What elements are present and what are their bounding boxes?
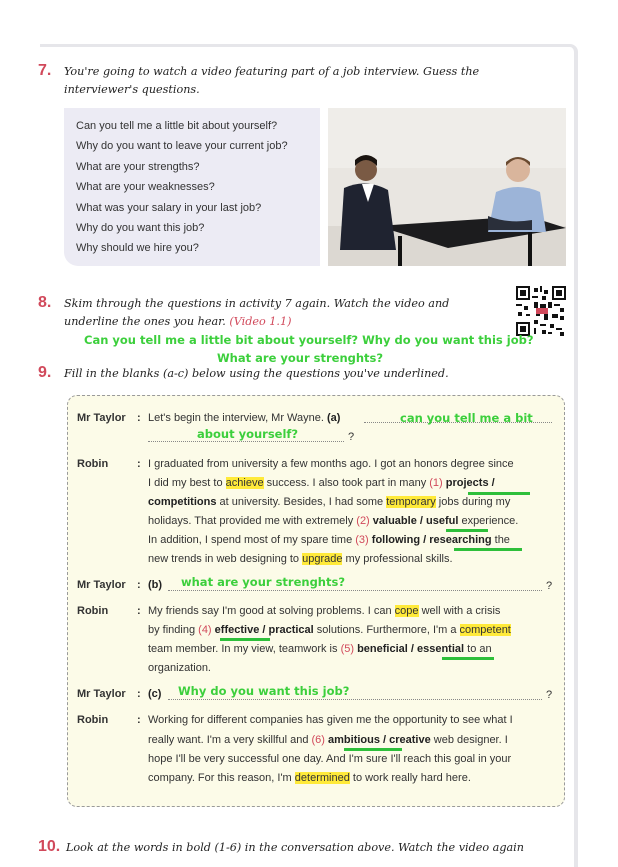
speaker-colon: : bbox=[137, 688, 141, 700]
blank-label-b: (b) bbox=[148, 579, 163, 591]
dialogue-line bbox=[148, 477, 495, 489]
exercise-8-instruction bbox=[64, 295, 449, 331]
highlighted-word: upgrade bbox=[302, 553, 343, 565]
exercise-10-instruction: Look at the words in bold (1-6) in the conversation above. Watch the video again bbox=[66, 841, 524, 854]
question-item: What are your weaknesses? bbox=[76, 181, 215, 193]
dialogue-line bbox=[148, 579, 162, 591]
dialogue-line bbox=[148, 534, 510, 546]
handwritten-answer-a-line2: about yourself? bbox=[197, 427, 299, 441]
instruction-line: You're going to watch a video featuring part of a job interview. Guess the bbox=[64, 65, 480, 78]
question-mark: ? bbox=[348, 431, 355, 443]
exercise-9-instruction: Fill in the blanks (a-c) below using the questions you've underlined. bbox=[64, 367, 449, 380]
dialogue-line bbox=[148, 605, 500, 617]
answer-underline bbox=[446, 529, 488, 532]
bold-option: following / researching bbox=[371, 534, 492, 546]
line-text: well with a crisis bbox=[418, 605, 501, 617]
line-text: my professional skills. bbox=[342, 553, 453, 565]
line-text: the bbox=[491, 534, 510, 546]
item-number: (6) bbox=[311, 734, 325, 746]
exercise-10-number: 10. bbox=[38, 838, 61, 855]
qr-code-icon[interactable] bbox=[516, 286, 566, 336]
highlighted-word: determined bbox=[294, 772, 350, 784]
instruction-line: Skim through the questions in activity 7 again. Watch the video and bbox=[64, 297, 450, 310]
item-number: (1) bbox=[429, 477, 443, 489]
speaker-colon: : bbox=[137, 412, 141, 424]
speaker-robin: Robin bbox=[77, 605, 109, 617]
dialogue-line bbox=[148, 734, 508, 746]
bold-option: valuable / useful bbox=[372, 515, 459, 527]
handwritten-answer-8-line1: Can you tell me a little bit about yourself? Why do you want this job? bbox=[84, 333, 534, 347]
dialogue-line bbox=[148, 412, 340, 424]
line-text: holidays. That provided me with extremely bbox=[148, 515, 357, 527]
bold-option: projects / bbox=[445, 477, 495, 489]
speaker-colon: : bbox=[137, 714, 141, 726]
line-text: I did my best to bbox=[148, 477, 226, 489]
speaker-robin: Robin bbox=[77, 458, 109, 470]
question-item: What are your strengths? bbox=[76, 161, 200, 173]
line-text: jobs during my bbox=[435, 496, 511, 508]
question-item: Why should we hire you? bbox=[76, 242, 199, 254]
exercise-7-number: 7. bbox=[38, 62, 52, 79]
line-text: new trends in web designing to bbox=[148, 553, 303, 565]
highlighted-word: achieve bbox=[225, 477, 264, 489]
exercise-8-number: 8. bbox=[38, 294, 52, 311]
line-text: success. I also took part in many bbox=[263, 477, 430, 489]
speaker-colon: : bbox=[137, 605, 141, 617]
answer-underline bbox=[468, 492, 530, 495]
answer-underline bbox=[344, 748, 402, 751]
highlighted-word: competent bbox=[459, 624, 511, 636]
item-number: (3) bbox=[355, 534, 369, 546]
answer-underline bbox=[220, 638, 270, 641]
line-text: to work really hard here. bbox=[349, 772, 471, 784]
line-text: My friends say I'm good at solving problems. I can bbox=[148, 605, 395, 617]
highlighted-word: temporary bbox=[386, 496, 436, 508]
dialogue-line bbox=[148, 496, 510, 508]
exercise-7-instruction bbox=[64, 63, 479, 99]
dialogue-line bbox=[148, 553, 453, 565]
dialogue-line bbox=[148, 772, 471, 784]
line-text: In addition, I spend most of my spare time bbox=[148, 534, 356, 546]
speaker-mr-taylor: Mr Taylor bbox=[77, 688, 126, 700]
handwritten-answer-b: what are your strenghts? bbox=[181, 575, 345, 589]
line-text: Let's begin the interview, Mr Wayne. bbox=[148, 412, 324, 424]
line-text: company. For this reason, I'm bbox=[148, 772, 295, 784]
dialogue-line bbox=[148, 688, 161, 700]
blank-label-a: (a) bbox=[327, 412, 341, 424]
handwritten-answer-c: Why do you want this job? bbox=[178, 684, 350, 698]
line-text: web designer. I bbox=[430, 734, 508, 746]
dialogue-line: hope I'll be very successful one day. And I'm sure I'll reach this goal in your bbox=[148, 753, 512, 765]
line-text: at university. Besides, I had some bbox=[216, 496, 387, 508]
instruction-line bbox=[64, 313, 449, 331]
question-item: Can you tell me a little bit about yourself? bbox=[76, 120, 278, 132]
item-number: (5) bbox=[340, 643, 355, 655]
instruction-line: interviewer's questions. bbox=[64, 83, 200, 96]
dialogue-line: Working for different companies has given me the opportunity to see what I bbox=[148, 714, 513, 726]
blank-label-c: (c) bbox=[148, 688, 162, 700]
speaker-robin: Robin bbox=[77, 714, 109, 726]
item-number: (4) bbox=[198, 624, 212, 636]
line-text: really want. I'm a very skillful and bbox=[148, 734, 312, 746]
question-mark: ? bbox=[546, 580, 553, 592]
speaker-colon: : bbox=[137, 458, 141, 470]
dialogue-line bbox=[148, 643, 492, 655]
bold-option: ambitious / creative bbox=[328, 734, 431, 746]
question-item: Why do you want this job? bbox=[76, 222, 205, 234]
question-mark: ? bbox=[546, 689, 553, 701]
answer-underline bbox=[454, 548, 522, 551]
interview-photo bbox=[328, 108, 566, 266]
questions-box bbox=[64, 108, 320, 266]
dialogue-line: I graduated from university a few months ago. I got an honors degree since bbox=[148, 458, 514, 470]
handwritten-answer-8-line2: What are your strenghts? bbox=[217, 351, 384, 365]
answer-underline bbox=[442, 657, 494, 660]
line-text: experience. bbox=[458, 515, 519, 527]
item-number: (2) bbox=[356, 515, 370, 527]
speaker-mr-taylor: Mr Taylor bbox=[77, 579, 126, 591]
bold-option: competitions bbox=[148, 496, 217, 508]
highlighted-word: cope bbox=[394, 605, 419, 617]
dialogue-line bbox=[148, 624, 511, 636]
line-text: to an bbox=[464, 643, 492, 655]
dialogue-line: organization. bbox=[148, 662, 211, 674]
question-item: What was your salary in your last job? bbox=[76, 202, 262, 214]
instruction-text: underline the ones you hear. bbox=[64, 315, 226, 328]
line-text: solutions. Furthermore, I'm a bbox=[313, 624, 460, 636]
dialogue-line bbox=[148, 515, 518, 527]
handwritten-answer-a-line1: can you tell me a bit bbox=[400, 411, 533, 425]
bold-option: beneficial / essential bbox=[357, 643, 465, 655]
exercise-9-number: 9. bbox=[38, 364, 52, 381]
line-text: team member. In my view, teamwork is bbox=[148, 643, 341, 655]
line-text: by finding bbox=[148, 624, 199, 636]
question-item: Why do you want to leave your current job? bbox=[76, 140, 288, 152]
speaker-colon: : bbox=[137, 579, 141, 591]
speaker-mr-taylor: Mr Taylor bbox=[77, 412, 126, 424]
bold-option: effective / practical bbox=[214, 624, 314, 636]
video-link[interactable]: (Video 1.1) bbox=[229, 315, 292, 328]
